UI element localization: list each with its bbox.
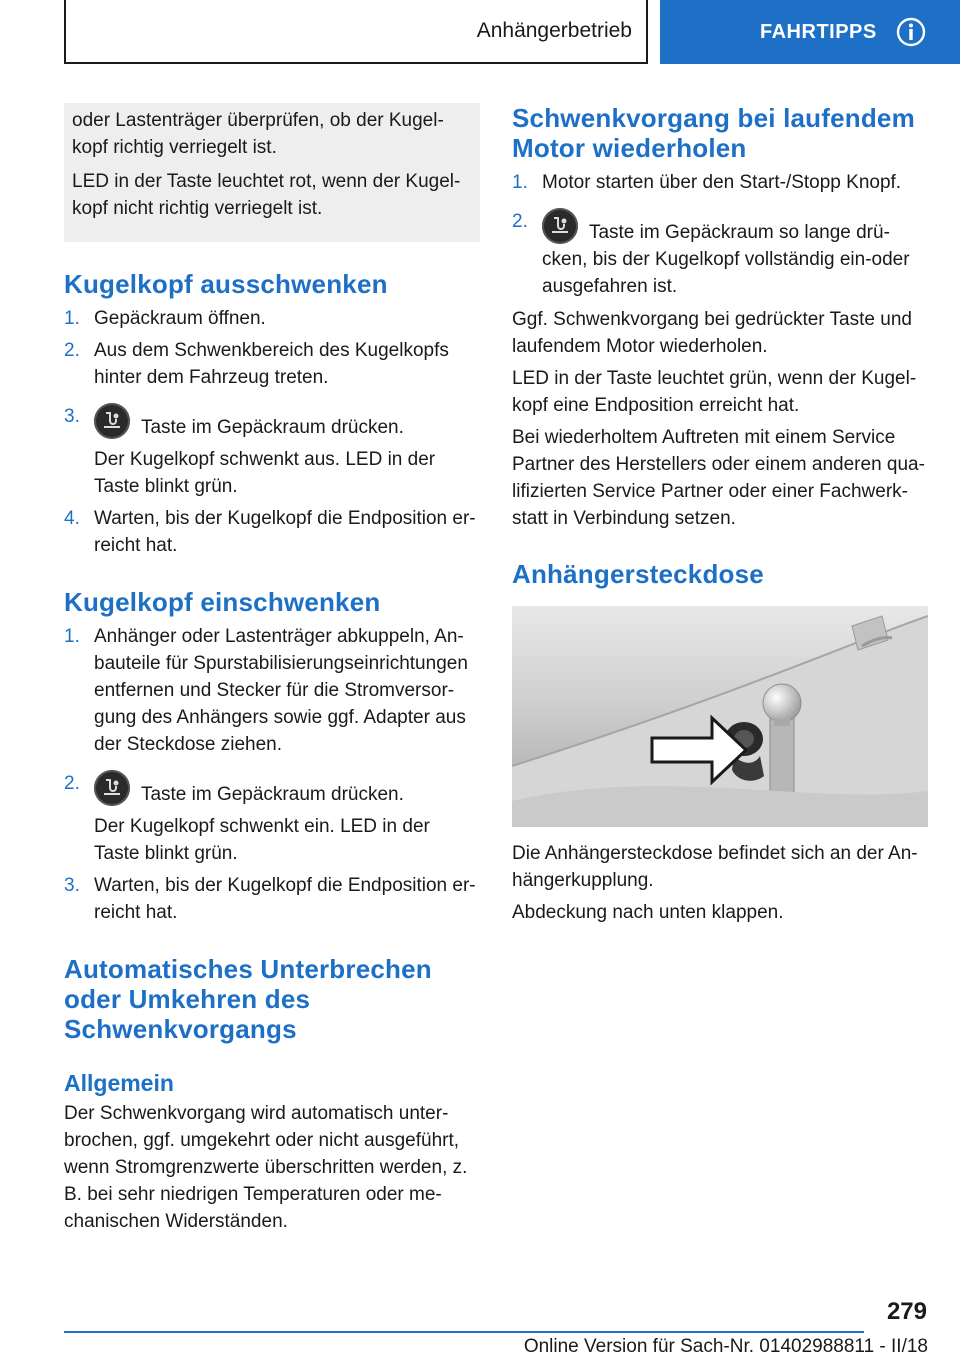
heading-einschwenken: Kugelkopf einschwenken — [64, 587, 381, 617]
trailer-hitch-button-icon — [542, 208, 578, 244]
info-icon — [896, 17, 926, 47]
steps-wiederholen — [512, 169, 928, 300]
heading-allgemein: Allgemein — [64, 1070, 174, 1096]
footer-divider — [64, 1331, 864, 1333]
section-title: Anhängerbetrieb — [476, 19, 632, 42]
left-column — [64, 103, 480, 1235]
paragraph-3: Bei wiederholtem Auftreten mit einem Service Partner des Herstellers oder einem anderen qua-lifizierten Service Partner oder einer Fachwerk-statt in Verbindung setzen. — [512, 427, 925, 529]
trailer-socket-image — [512, 606, 928, 827]
page-number: 279 — [886, 1298, 927, 1325]
steps-ausschwenken — [64, 305, 480, 559]
list-item: 3. Taste im Gepäckraum drücken. Der Kugelkopf schwenkt aus. LED in der Taste blinkt grün. — [64, 403, 480, 500]
right-column — [512, 103, 928, 926]
trailer-hitch-button-icon — [94, 770, 130, 806]
paragraph-4: Die Anhängersteckdose befindet sich an der An-hängerkupplung. — [512, 843, 918, 891]
list-item: 2. Taste im Gepäckraum so lange drü-cken, bis der Kugelkopf vollständig ein-oder ausgefahren ist. — [512, 208, 928, 300]
heading-wiederholen: Schwenkvorgang bei laufendem Motor wiederholen — [512, 103, 915, 163]
allgemein-text: Der Schwenkvorgang wird automatisch unter-brochen, ggf. umgekehrt oder nicht ausgeführt, wenn Stromgrenzwerte überschritten werden, z. B. bei sehr niedrigen Temperaturen oder me-chanischen Widerständen. — [64, 1103, 468, 1232]
running-header-section — [64, 0, 648, 64]
list-item: 4. Warten, bis der Kugelkopf die Endposition er-reicht hat. — [64, 508, 476, 556]
steps-einschwenken — [64, 623, 480, 926]
note-line-1: oder Lastenträger überprüfen, ob der Kugel-kopf richtig verriegelt ist. — [72, 110, 444, 158]
list-item: 3. Warten, bis der Kugelkopf die Endposition er-reicht hat. — [64, 875, 476, 923]
list-item: 1. Motor starten über den Start-/Stopp Knopf. — [512, 172, 902, 193]
heading-steckdose: Anhängersteckdose — [512, 559, 764, 589]
list-item: 1. Anhänger oder Lastenträger abkuppeln, An-bauteile für Spurstabilisierungseinrichtungen entfernen und Stecker für die Stromversor-gung des Anhängers sowie ggf. Adapter aus der Steckdose ziehen. — [64, 626, 468, 755]
footer-online-version: Online Version für Sach-Nr. 01402988811 - II/18 — [523, 1336, 928, 1357]
paragraph-1: Ggf. Schwenkvorgang bei gedrückter Taste und laufendem Motor wiederholen. — [512, 309, 912, 357]
heading-automatisch: Automatisches Unterbrechen oder Umkehren des Schwenkvorgangs — [64, 954, 432, 1044]
paragraph-2: LED in der Taste leuchtet grün, wenn der Kugel-kopf eine Endposition erreicht hat. — [512, 368, 917, 416]
heading-ausschwenken: Kugelkopf ausschwenken — [64, 269, 388, 299]
list-item: 1. Gepäckraum öffnen. — [64, 308, 266, 329]
chapter-title: FAHRTIPPS — [760, 20, 877, 43]
note-line-2: LED in der Taste leuchtet rot, wenn der Kugel-kopf nicht richtig verriegelt ist. — [72, 171, 461, 219]
chapter-tab — [660, 0, 960, 64]
trailer-socket-illustration — [512, 606, 928, 827]
list-item: 2. Taste im Gepäckraum drücken. Der Kugelkopf schwenkt ein. LED in der Taste blinkt grün. — [64, 770, 480, 867]
note-box — [64, 103, 480, 242]
paragraph-5: Abdeckung nach unten klappen. — [512, 902, 784, 923]
trailer-hitch-button-icon — [94, 403, 130, 439]
list-item: 2. Aus dem Schwenkbereich des Kugelkopfs hinter dem Fahrzeug treten. — [64, 340, 449, 388]
